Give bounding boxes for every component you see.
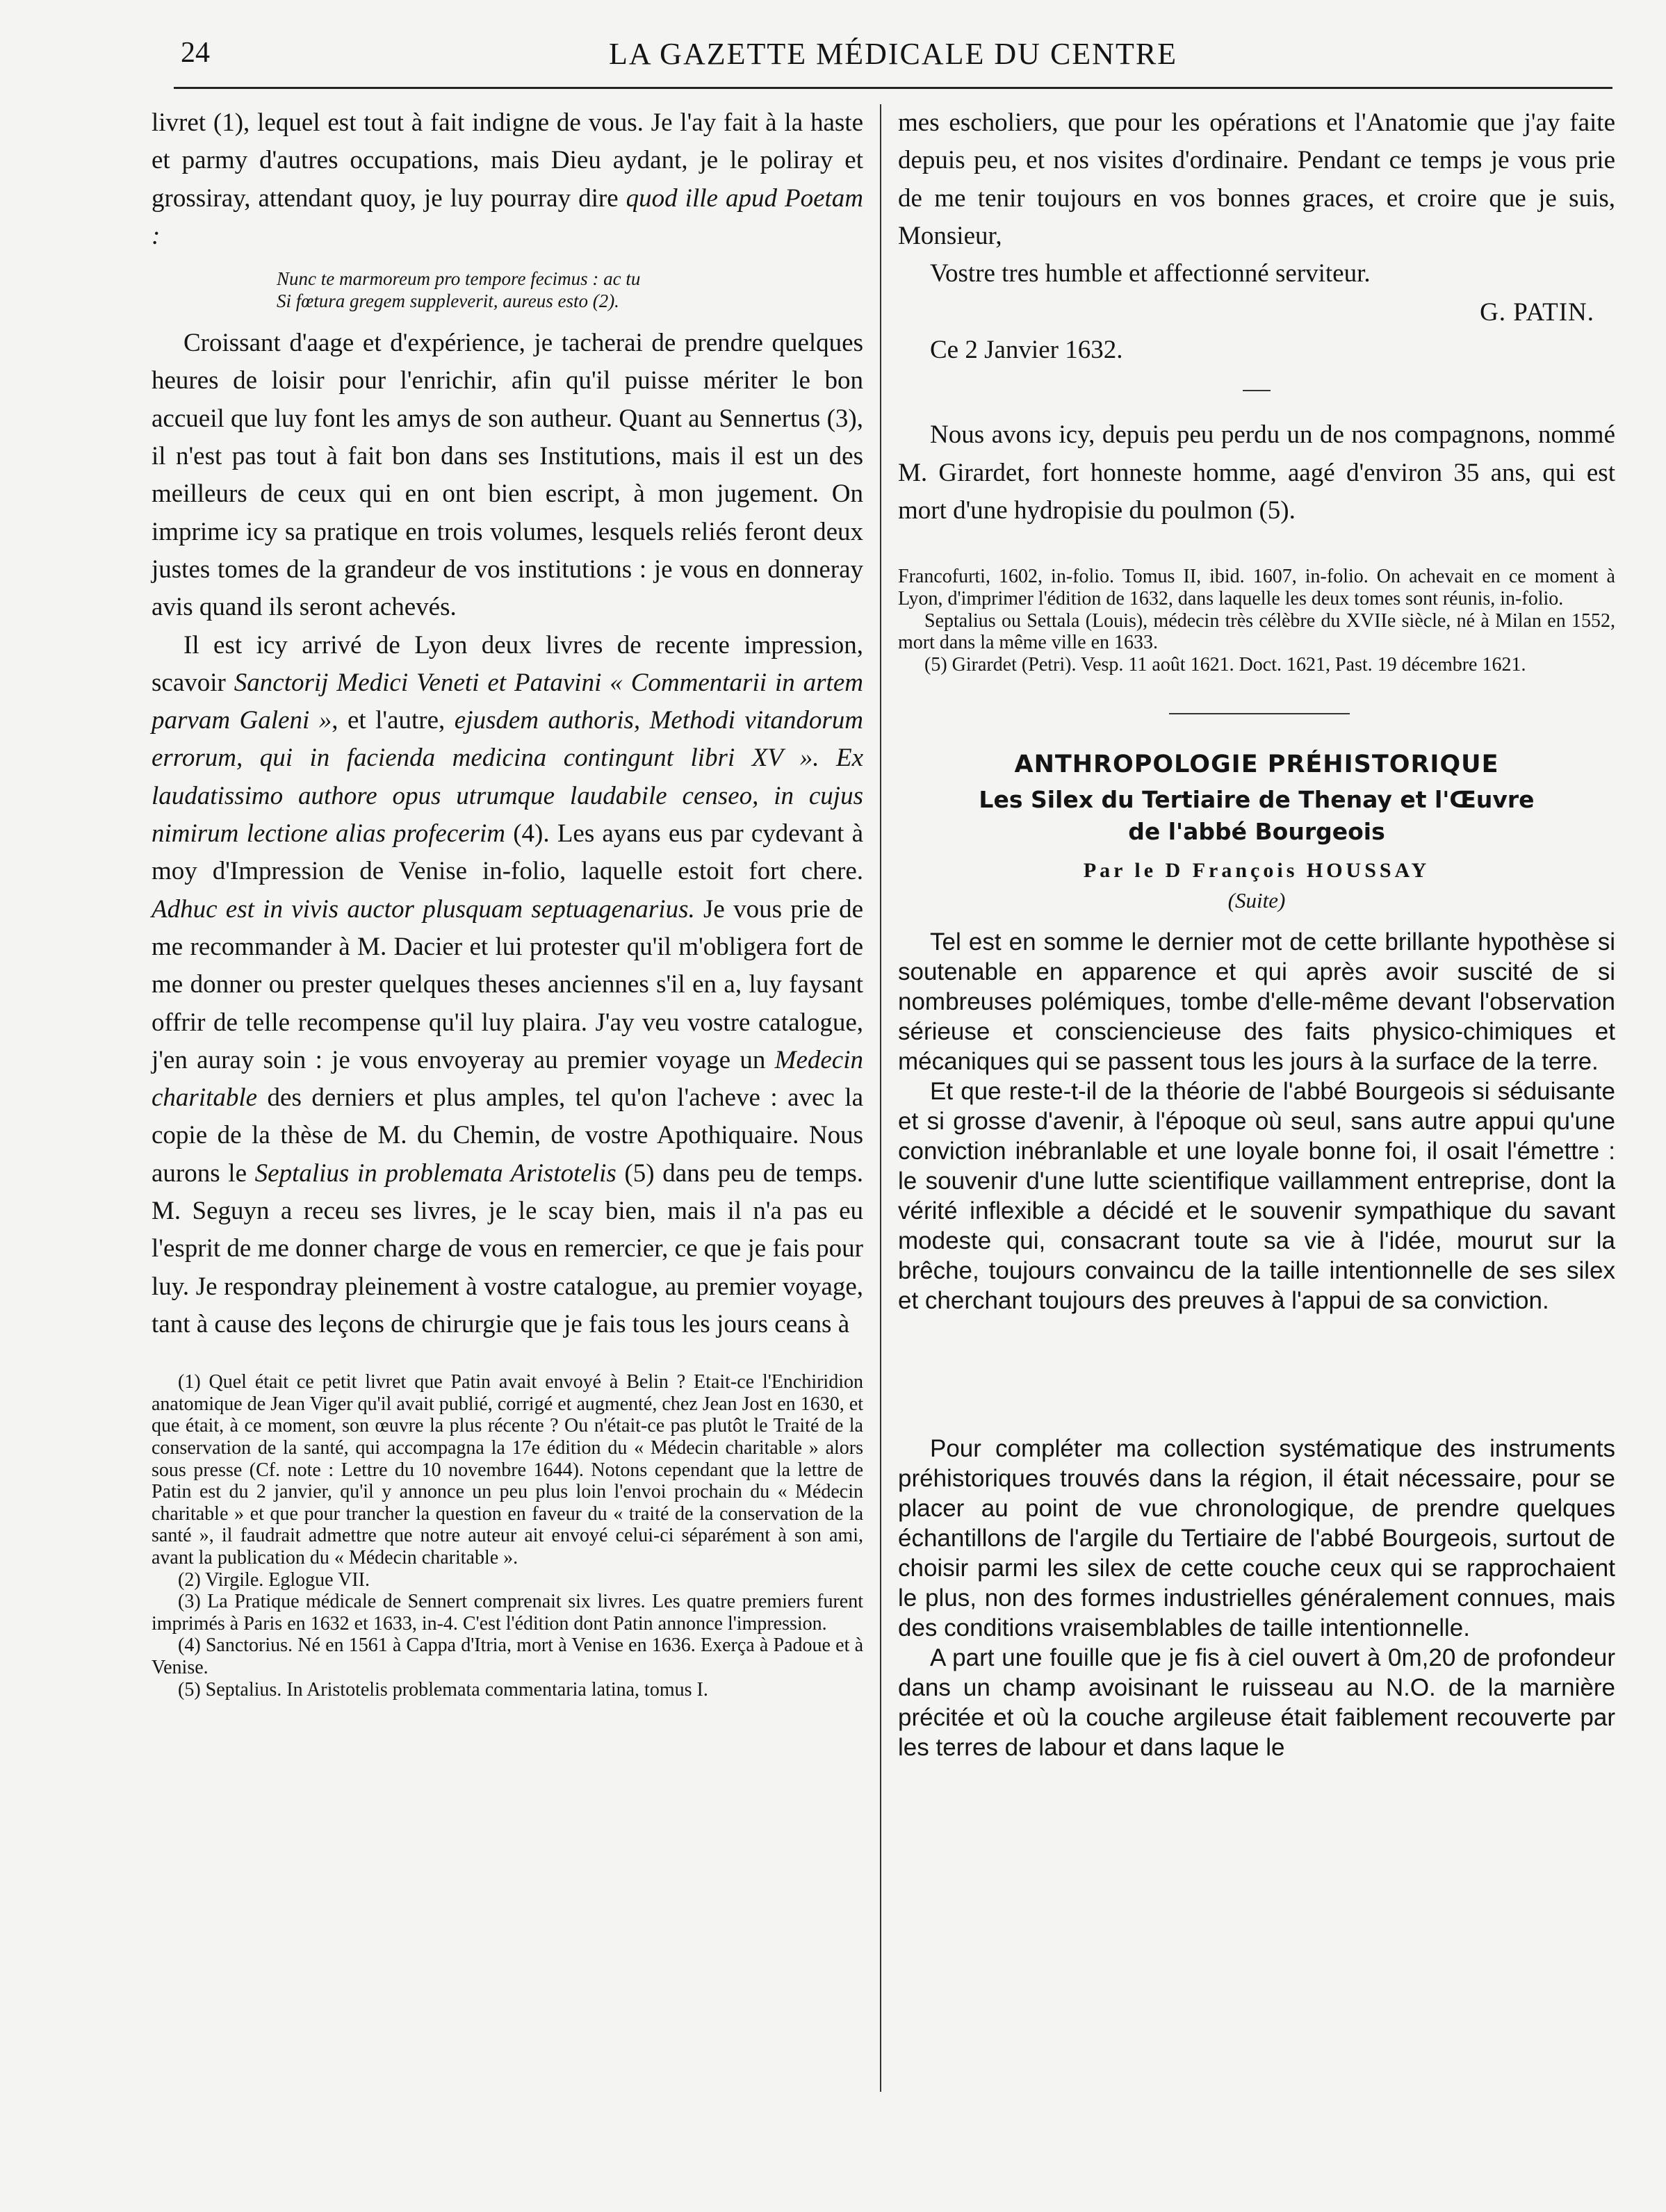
header-rule (174, 87, 1612, 89)
footnote: Septalius ou Settala (Louis), médecin très célèbre du XVIIe siècle, né à Milan en 1552, mort dans la même ville en 1633. (898, 609, 1615, 654)
right-column (898, 104, 1615, 1762)
signature: G. PATIN. (1480, 298, 1594, 327)
page-number: 24 (181, 37, 210, 69)
italic-text: quod ille apud Poetam : (152, 183, 863, 250)
title-line: Les Silex du Tertiaire de Thenay et l'Œuvre (979, 786, 1535, 814)
text-run: , et l'autre, (332, 706, 455, 735)
byline: Par le D François HOUSSAY (1083, 859, 1430, 883)
footnote: (3) La Pratique médicale de Sennert comprenait six livres. Les quatre premiers furent imprimés à Paris en 1632 et 1633, in-4. C'est l'édition dont Patin annonce l'impression. (152, 1591, 863, 1635)
article-paragraph: A part une fouille que je fis à ciel ouvert à 0m,20 de profondeur dans un champ avoisinant le ruisseau au N.O. de la marnière précitée et où la couche argileuse était faiblement recouverte par les terres de labour et dans laque le (898, 1644, 1615, 1762)
blank-space (898, 1316, 1615, 1434)
text-run: livret (1), lequel est tout à fait indigne de vous. Je l'ay fait à la haste et parmy d'autres occupations, mais Dieu aydant, je le poliray et grossiray, attendant quoy, je luy pourray dire (152, 108, 863, 213)
latin-verse (277, 268, 863, 312)
journal-title: LA GAZETTE MÉDICALE DU CENTRE (608, 37, 1178, 71)
article-paragraph: Et que reste-t-il de la théorie de l'abbé Bourgeois si séduisante et si grosse d'avenir, à l'époque où seul, sans autre appui qu'une conviction inébranlable et une loyale bonne foi, il osait l'émettre : le souvenir d'une lutte scientifique vaillamment entreprise, dont la vérité inflexible a décidé et le souvenir sympathique du savant modeste qui, consacrant toute sa vie à l'idée, mourut sur la brêche, toujours convaincu de la taille intentionnelle de ses silex et cherchant toujours des preuves à l'appui de sa conviction. (898, 1078, 1615, 1315)
article-title (898, 784, 1615, 848)
letter-paragraph: mes escholiers, que pour les opérations et l'Anatomie que j'ay faite depuis peu, et nos visites d'ordinaire. Pendant ce temps je vous prie de me tenir toujours en vos bonnes graces, et croire que je suis, Monsieur, (898, 108, 1615, 250)
footnote: (5) Septalius. In Aristotelis problemata commentaria latina, tomus I. (178, 1678, 708, 1701)
article-paragraph: Pour compléter ma collection systématique des instruments préhistoriques trouvés dans la région, il était nécessaire, pour se placer au point de vue chronologique, de prendre quelques échantillons de l'argile du Tertiaire de l'abbé Bourgeois, surtout de choisir parmi les silex de cette couche ceux qui se rapprochaient le plus, non des formes industrielles généralement connues, mais des conditions vraisemblables de taille intentionnelle. (898, 1435, 1615, 1642)
footnotes-continued (898, 566, 1615, 675)
section-heading: ANTHROPOLOGIE PRÉHISTORIQUE (1014, 751, 1499, 779)
footnote: (4) Sanctorius. Né en 1561 à Cappa d'Itria, mort à Venise en 1636. Exerça à Padoue et à Venise. (152, 1635, 863, 1678)
letter-paragraph (152, 104, 863, 255)
article-paragraph: Tel est en somme le dernier mot de cette brillante hypothèse si soutenable en apparence et qui après avoir suscité de si nombreuses polémiques, tombe d'elle-même devant l'observation sérieuse et consciencieuse des faits physico-chimiques et mécaniques qui se passent tous les jours à la surface de la terre. (898, 928, 1615, 1076)
text-run: Je vous prie de me recommander à M. Dacier et lui protester qu'il m'obligera fort de me donner ou prester quelques theses anciennes s'il en a, luy faysant offrir de telle recompense qu'il luy plaira. J'ay veu vostre catalogue, j'en auray soin : je vous envoyeray au premier voyage un (152, 894, 863, 1074)
text-run: Il est icy arrivé de Lyon deux livres de recente impression, scavoir (152, 630, 863, 697)
italic-text: ejusdem authoris, Methodi vitandorum errorum, qui in facienda medicina contingunt libri XV ». Ex laudatissimo authore opus utrumque laudabile censeo, in cujus nimirum lectione alias profecerim (152, 706, 863, 849)
letter-paragraph: Nous avons icy, depuis peu perdu un de nos compagnons, nommé M. Girardet, fort honneste homme, aagé d'environ 35 ans, qui est mort d'une hydropisie du poulmon (5). (898, 420, 1615, 525)
section-rule (1169, 713, 1350, 714)
footnote: (5) Girardet (Petri). Vesp. 11 août 1621. Doct. 1621, Past. 19 décembre 1621. (924, 653, 1526, 675)
text-run: (4). Les ayans eus par cydevant à moy d'Impression de Venise in-folio, laquelle estoit fort chere. (152, 819, 864, 886)
letter-paragraph (152, 627, 863, 1344)
left-column (152, 104, 863, 1701)
verse-line: Nunc te marmoreum pro tempore fecimus : ac tu (277, 268, 641, 290)
italic-text: Septalius in problemata Aristotelis (254, 1158, 616, 1188)
italic-text: Sanctorij Medici Veneti et Patavini « Commentarii in artem parvam Galeni » (152, 668, 863, 735)
column-divider (880, 104, 881, 2092)
footnote: (2) Virgile. Eglogue VII. (178, 1568, 370, 1591)
italic-text: Adhuc est in vivis auctor plusquam septuagenarius. (152, 894, 695, 924)
letter-date: Ce 2 Janvier 1632. (930, 336, 1123, 365)
footnote: (1) Quel était ce petit livret que Patin avait envoyé à Belin ? Etait-ce l'Enchiridion anatomique de Jean Viger qu'il avait publié, corrigé et augmenté, chez Jean Jost en 1630, et que était, à ce moment, son œuvre la plus récente ? Ou n'était-ce pas plutôt le Traité de la conservation de la santé, qui accompagna la 17e édition du « Médecin charitable » alors sous presse (Cf. note : Lettre du 10 novembre 1644). Notons cependant que la lettre de Patin est du 2 janvier, qu'il y annonce un peu plus loin l'envoi prochain du « Médecin charitable » et que pour trancher la question en faveur du « traité de la conservation de la santé », il faudrait admettre que notre auteur ait envoyé celui-ci séparément à son ami, avant la publication du « Médecin charitable ». (152, 1371, 863, 1568)
closing-line: Vostre tres humble et affectionné serviteur. (930, 259, 1371, 288)
letter-paragraph: Croissant d'aage et d'expérience, je tacherai de prendre quelques heures de loisir pour l'enrichir, afin qu'il puisse mériter le bon accueil que luy font les amys de son autheur. Quant au Sennertus (3), il n'est pas tout à fait bon dans ses Institutions, mais il est un des meilleurs de ceux qui en ont bien escript, à mon jugement. On imprime icy sa pratique en trois volumes, lesquels reliés feront deux justes tomes de la grandeur de vos institutions : je vous en donneray avis quand ils seront achevés. (152, 329, 863, 622)
separator-dash (1243, 390, 1271, 391)
footnotes (152, 1371, 863, 1701)
italic-text: Medecin charitable (152, 1045, 863, 1113)
running-header (174, 36, 1612, 78)
verse-line: Si fœtura gregem suppleverit, aureus esto (2). (277, 290, 619, 312)
article (898, 751, 1615, 1762)
footnote: Francofurti, 1602, in-folio. Tomus II, ibid. 1607, in-folio. On achevait en ce moment à Lyon, d'imprimer l'édition de 1632, dans laquelle les deux tomes sont réunis, in-folio. (898, 566, 1615, 609)
text-run: (5) dans peu de temps. M. Seguyn a receu ses livres, je le scay bien, mais il n'a pas eu l'esprit de me donner charge de vous en remercier, ce que je fais pour luy. Je respondray pleinement à vostre catalogue, au premier voyage, tant à cause des leçons de chirurgie que je fais tous les jours ceans à (152, 1158, 863, 1338)
text-run: des derniers et plus amples, tel qu'on l'acheve : avec la copie de la thèse de M. du Chemin, de vostre Apothiquaire. Nous aurons le (152, 1083, 863, 1188)
title-line: de l'abbé Bourgeois (1128, 818, 1385, 846)
continuation-label: (Suite) (1227, 888, 1286, 913)
